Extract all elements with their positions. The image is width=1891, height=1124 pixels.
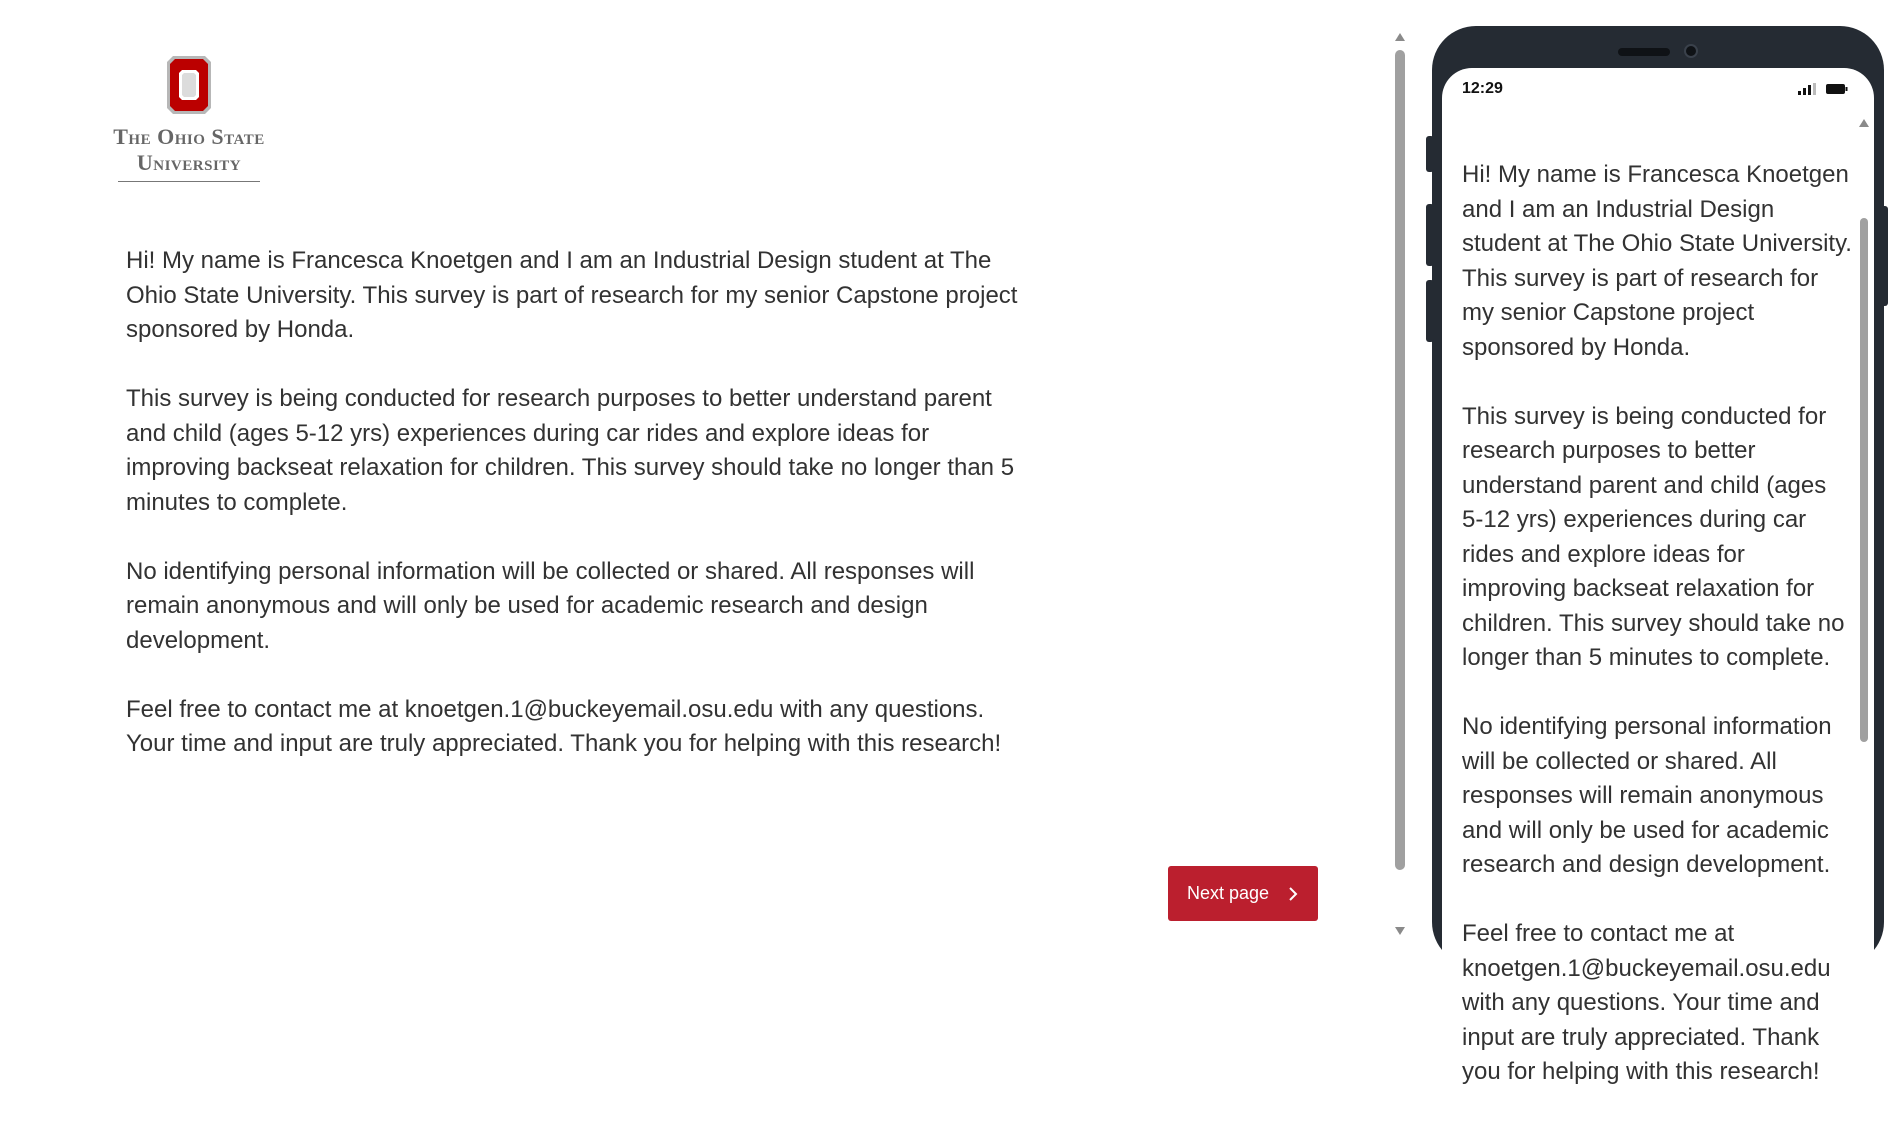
intro-paragraph: Hi! My name is Francesca Knoetgen and I am an Industrial Design student at The Ohio State University. This survey is part of research for my senior Capstone project sponsored by Honda. bbox=[1462, 161, 1852, 361]
phone-side-button bbox=[1426, 136, 1434, 172]
logo-underline bbox=[118, 181, 260, 182]
scroll-up-arrow-icon[interactable] bbox=[1394, 32, 1406, 42]
logo-wordmark-line2: University bbox=[136, 150, 242, 175]
status-time: 12:29 bbox=[1462, 80, 1503, 97]
mobile-scrollbar[interactable] bbox=[1856, 118, 1872, 978]
mobile-screen bbox=[1442, 68, 1874, 1085]
status-bar bbox=[1442, 68, 1874, 108]
intro-text-block bbox=[126, 244, 1036, 796]
phone-side-button bbox=[1426, 204, 1434, 266]
scroll-up-arrow-icon[interactable] bbox=[1858, 118, 1870, 128]
signal-icon bbox=[1798, 83, 1816, 95]
next-page-button[interactable] bbox=[1168, 866, 1318, 921]
intro-paragraph: No identifying personal information will be collected or shared. All responses will remain anonymous and will only be used for academic research and design development. bbox=[1462, 713, 1832, 878]
desktop-scrollbar[interactable] bbox=[1389, 28, 1411, 940]
mobile-intro-text-block bbox=[1462, 158, 1852, 1124]
phone-side-button bbox=[1426, 280, 1434, 342]
battery-icon bbox=[1826, 83, 1848, 95]
logo-wordmark-line1: The Ohio State bbox=[113, 124, 265, 149]
chevron-right-icon bbox=[1287, 887, 1299, 901]
block-o-icon bbox=[165, 54, 213, 116]
intro-paragraph: Feel free to contact me at knoetgen.1@buckeyemail.osu.edu with any questions. Your time and input are truly appreciated. Thank you for helping with this research! bbox=[126, 695, 1002, 757]
intro-paragraph: This survey is being conducted for research purposes to better understand parent and child (ages 5-12 yrs) experiences during car rides and explore ideas for improving backseat relaxation for children. This survey should take no longer than 5 minutes to complete. bbox=[126, 385, 1015, 516]
intro-paragraph: Feel free to contact me at knoetgen.1@buckeyemail.osu.edu with any questions. Your time and input are truly appreciated. Thank you for helping with this research! bbox=[1462, 920, 1831, 1085]
next-page-label: Next page bbox=[1186, 883, 1270, 903]
mobile-preview-frame bbox=[1432, 26, 1884, 1085]
intro-paragraph: No identifying personal information will be collected or shared. All responses will remain anonymous and will only be used for academic research and design development. bbox=[126, 557, 975, 654]
ohio-state-logo bbox=[96, 54, 282, 186]
intro-paragraph: Hi! My name is Francesca Knoetgen and I am an Industrial Design student at The Ohio State University. This survey is part of research for my senior Capstone project sponsored by Honda. bbox=[126, 247, 1018, 343]
phone-camera-icon bbox=[1684, 44, 1698, 58]
scrollbar-thumb[interactable] bbox=[1395, 50, 1405, 870]
scrollbar-thumb[interactable] bbox=[1860, 218, 1868, 742]
scroll-down-arrow-icon[interactable] bbox=[1394, 926, 1406, 936]
phone-side-button bbox=[1878, 206, 1888, 306]
phone-speaker bbox=[1618, 48, 1670, 56]
intro-paragraph: This survey is being conducted for research purposes to better understand parent and child (ages 5-12 yrs) experiences during car rides and explore ideas for improving backseat relaxation for children. This survey should take no longer than 5 minutes to complete. bbox=[1462, 402, 1845, 671]
